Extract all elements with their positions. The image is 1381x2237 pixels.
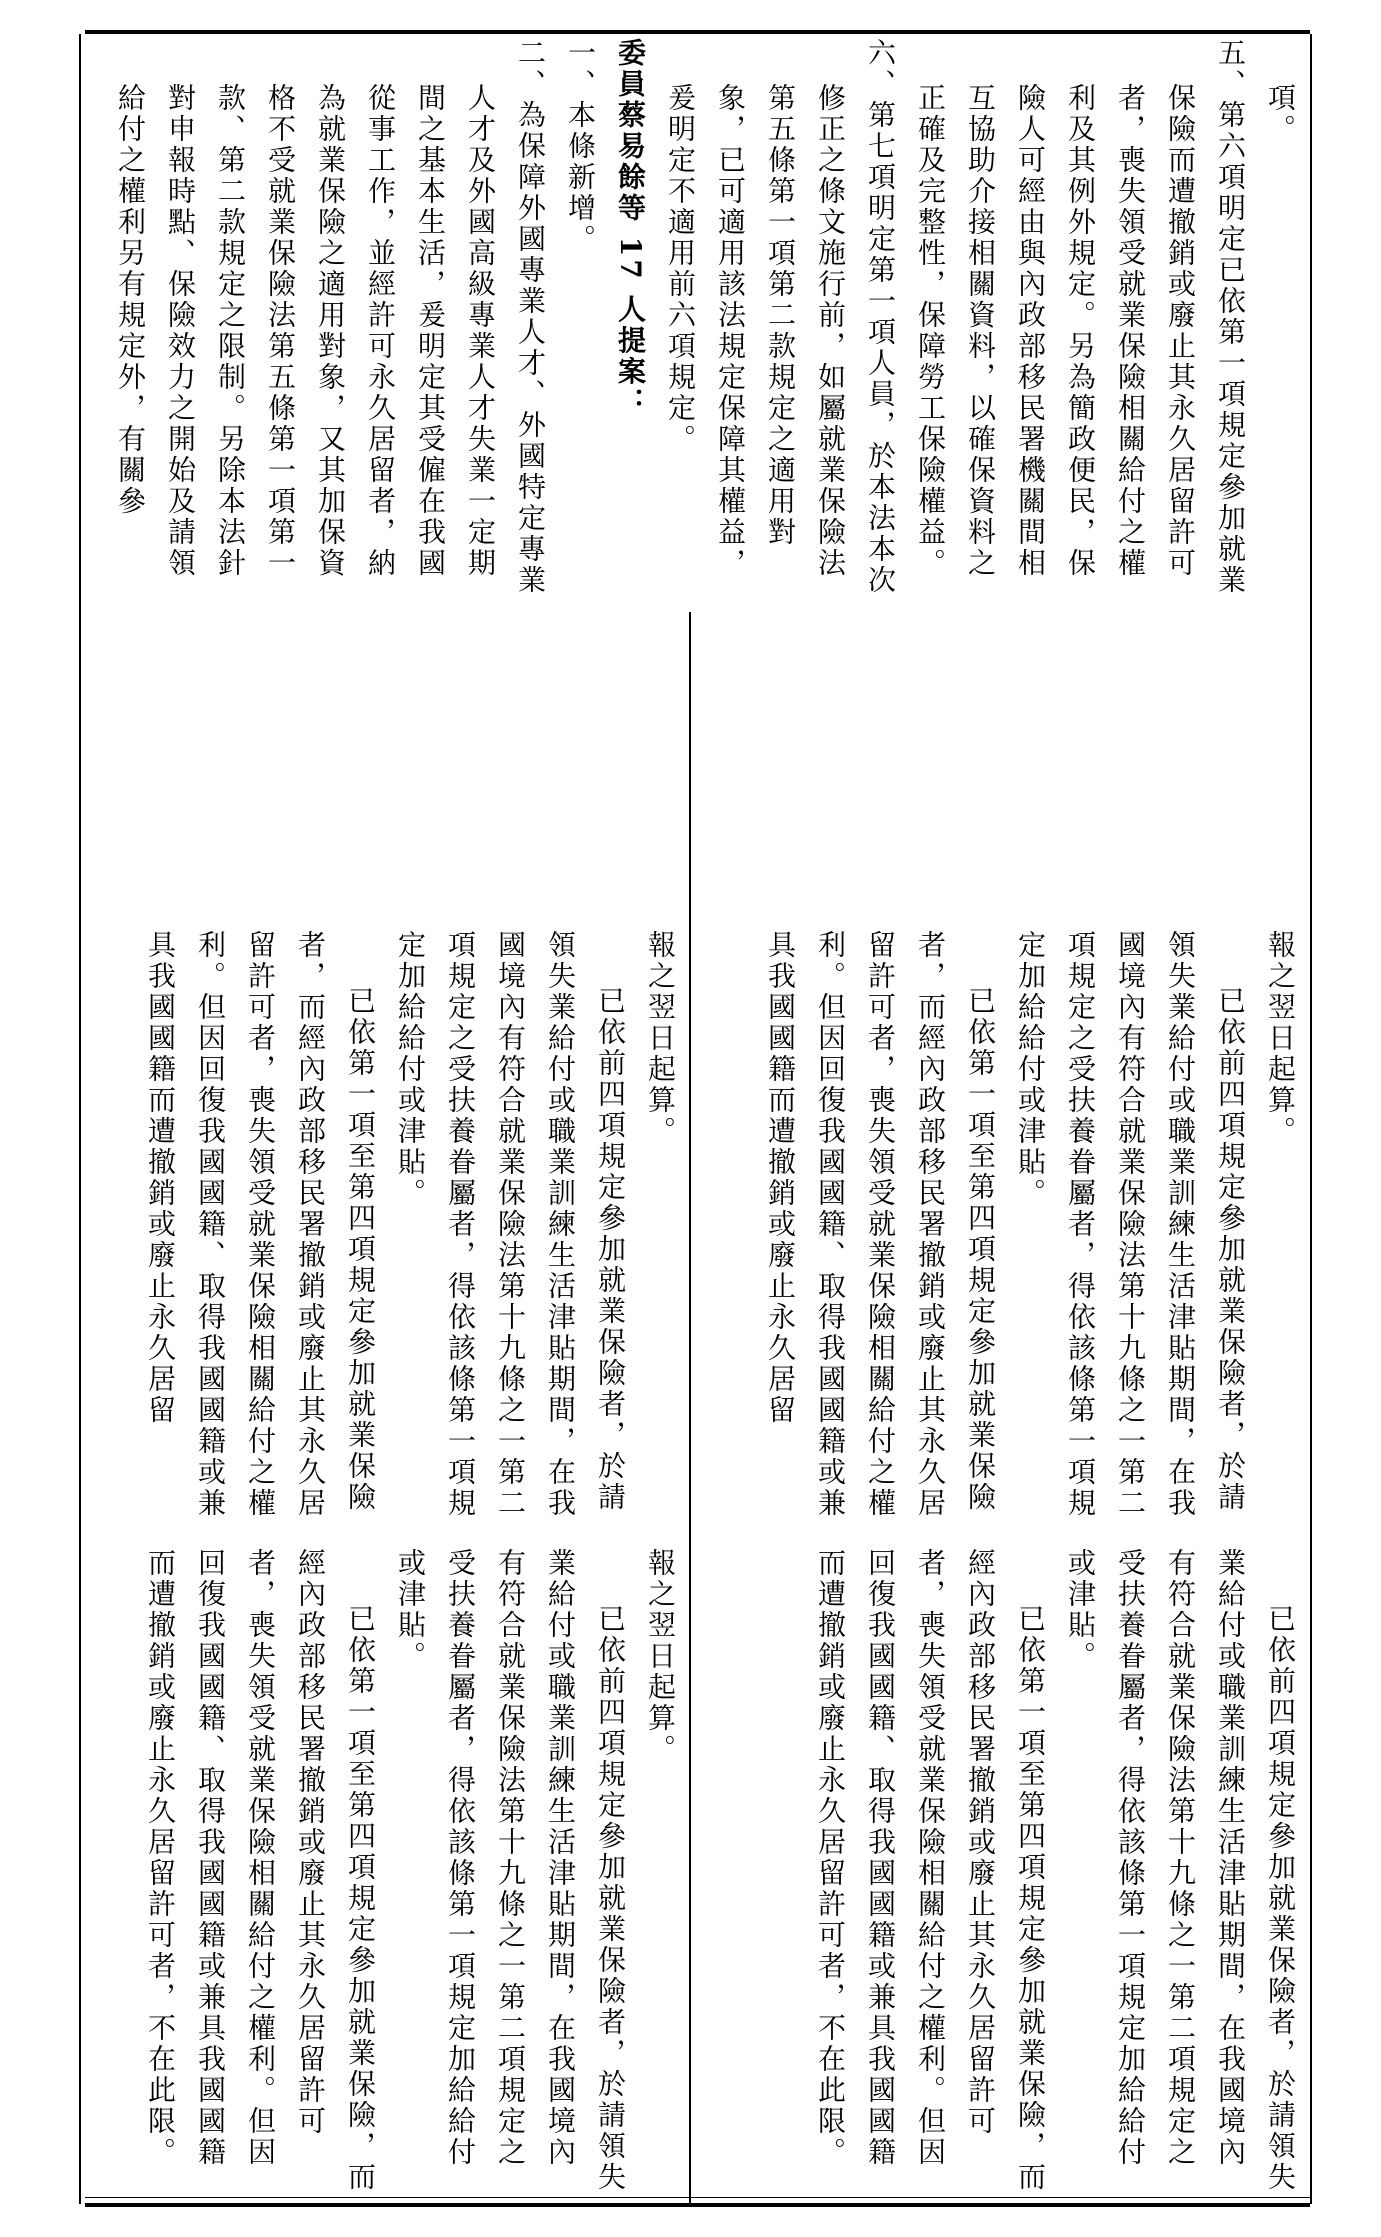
paragraph: 六、第七項明定第一項人員，於本法本次修正之條文施行前，如屬就業保險法第五條第一項第二款規定之適用對象，已可適用該法規定保障其權益，爰明定不適用前六項規定。 [664, 38, 897, 596]
paragraph: 已依第一項至第四項規定參加就業保險，而經內政部移民署撤銷或廢止其永久居留許可者，喪失領受就業保險相關給付之權利。但因回復我國國籍、取得我國國籍或兼具我國國籍而遭撤銷或廢止永久居留許可者，不在此限。 [144, 1548, 377, 2193]
paragraph: 五、第六項明定已依第一項規定參加就業保險而遭撤銷或廢止其永久居留許可者，喪失領受就業保險相關給付之權利及其例外規定。另為簡政便民，保險人可經由與內政部移民署機關間相互協助介接相關資料，以確保資料之正確及完整性，保障勞工保險權益。 [914, 38, 1247, 596]
separator-c1-c2 [689, 1543, 691, 2204]
separator-left-upper [79, 34, 81, 612]
separator-c3-c4 [689, 925, 691, 1543]
paragraph: 報之翌日起算。 [1264, 930, 1297, 1147]
separator-left-top [79, 612, 81, 925]
text-column-3 [85, 930, 685, 1538]
paragraph: 一、本條新增。 [564, 38, 597, 255]
paragraph: 項。 [1264, 82, 1297, 145]
separator-right-mid [1310, 925, 1312, 1543]
paragraph: 已依前四項規定參加就業保險者，於請領失業給付或職業訓練生活津貼期間，在我國境內有符合就業保險法第十九條之一第二項規定之受扶養眷屬者，得依該條第一項規定加給給付或津貼。 [1014, 930, 1247, 1519]
separator-right-upper [1310, 34, 1312, 612]
paragraph: 已依前四項規定參加就業保險者，於請領失業給付或職業訓練生活津貼期間，在我國境內有符合就業保險法第十九條之一第二項規定之受扶養眷屬者，得依該條第一項規定加給給付或津貼。 [394, 1548, 627, 2193]
text-column-5 [85, 38, 1305, 608]
separator-c4-c5 [689, 612, 691, 925]
paragraph: 二、為保障外國專業人才、外國特定專業人才及外國高級專業人才失業一定期間之基本生活，爰明定其受僱在我國從事工作，並經許可永久居留者，納為就業保險之適用對象，又其加保資格不受就業保險法第五條第一項第一款、第二款規定之限制。另除本法針對申報時點、保險效力之開始及請領給付之權利另有規定外，有關參 [114, 38, 547, 596]
paragraph: 已依前四項規定參加就業保險者，於請領失業給付或職業訓練生活津貼期間，在我國境內有符合就業保險法第十九條之一第二項規定之受扶養眷屬者，得依該條第一項規定加給給付或津貼。 [394, 930, 627, 1519]
paragraph: 已依第一項至第四項規定參加就業保險者，而經內政部移民署撤銷或廢止其永久居留許可者，喪失領受就業保險相關給付之權利。但因回復我國國籍、取得我國國籍或兼具我國國籍而遭撤銷或廢止永久居留 [144, 930, 377, 1519]
text-column-1 [85, 1548, 685, 2193]
paragraph: 已依第一項至第四項規定參加就業保險，而經內政部移民署撤銷或廢止其永久居留許可者，喪失領受就業保險相關給付之權利。但因回復我國國籍、取得我國國籍或兼具我國國籍而遭撤銷或廢止永久居留許可者，不在此限。 [814, 1548, 1047, 2193]
text-column-4 [695, 930, 1305, 1538]
paragraph: 報之翌日起算。 [644, 1548, 677, 1765]
text-column-2 [695, 1548, 1305, 2193]
paragraph: 已依第一項至第四項規定參加就業保險者，而經內政部移民署撤銷或廢止其永久居留許可者，喪失領受就業保險相關給付之權利。但因回復我國國籍、取得我國國籍或兼具我國國籍而遭撤銷或廢止永久居留 [764, 930, 997, 1519]
paragraph: 報之翌日起算。 [644, 930, 677, 1147]
paragraph: 已依前四項規定參加就業保險者，於請領失業給付或職業訓練生活津貼期間，在我國境內有符合就業保險法第十九條之一第二項規定之受扶養眷屬者，得依該條第一項規定加給給付或津貼。 [1064, 1548, 1297, 2193]
bottom-rule-thin [85, 2197, 1310, 2198]
bottom-rule [85, 2203, 1310, 2207]
section-heading: 委員蔡易餘等 17 人提案： [614, 38, 647, 419]
separator-left-mid [79, 925, 81, 1543]
top-rule [85, 30, 1310, 34]
separator-right-top [1310, 612, 1312, 925]
separator-right-lower [1310, 1543, 1312, 2204]
separator-left [79, 1543, 81, 2204]
